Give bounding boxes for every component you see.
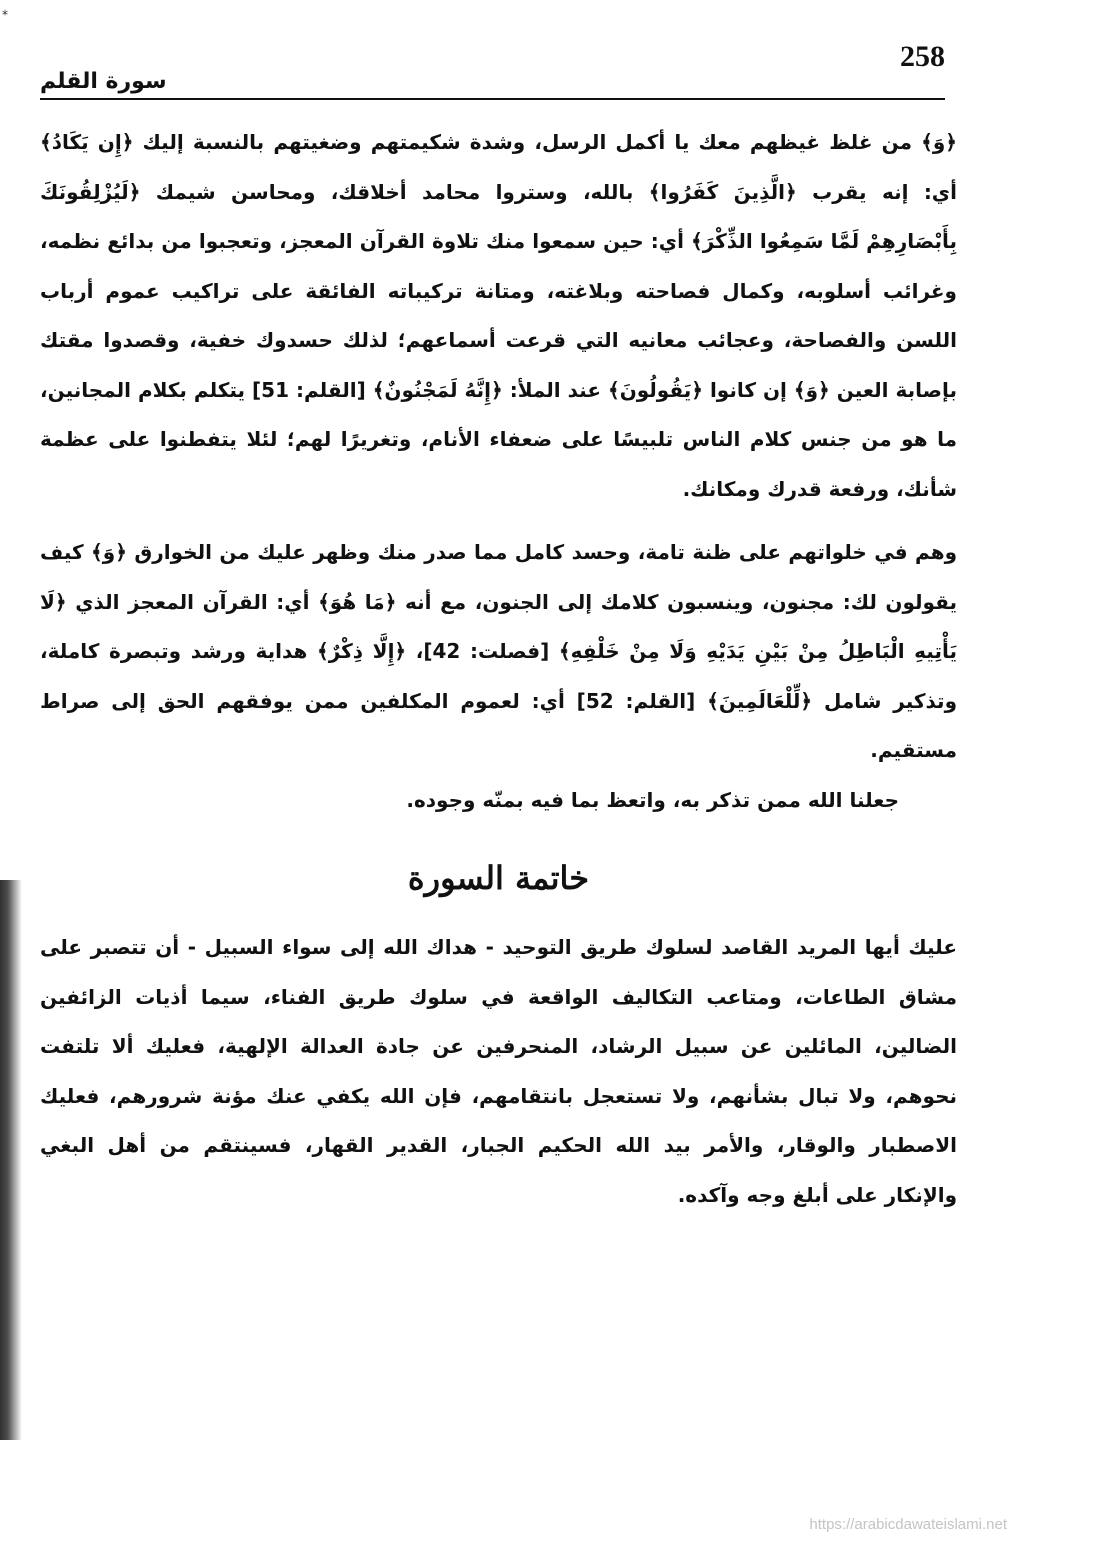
tafsir-paragraph-1: ﴿وَ﴾ من غلظ غيظهم معك يا أكمل الرسل، وشدة شكيمتهم وضغيتهم بالنسبة إليك ﴿إِن يَكَادُ﴾ أي: إنه يقرب ﴿الَّذِينَ كَفَرُوا﴾ بالله، وستروا محامد أخلاقك، ومحاسن شيمك ﴿لَيُزْلِقُونَكَ بِأَبْصَارِهِمْ لَمَّا سَمِعُوا الذِّكْرَ﴾ أي: حين سمعوا منك تلاوة القرآن المعجز، وتعجبوا من بدائع نظمه، وغرائب أسلوبه، وكمال فصاحته وبلاغته، ومتانة تركيباته الفائقة على تراكيب عموم أرباب اللسن والفصاحة، وعجائب معانيه التي قرعت أسماعهم؛ لذلك حسدوك خفية، وقصدوا مقتك بإصابة العين ﴿وَ﴾ إن كانوا ﴿يَقُولُونَ﴾ عند الملأ: ﴿إِنَّهُ لَمَجْنُونٌ﴾ [القلم: 51] يتكلم بكلام المجانين، ما هو من جنس كلام الناس تلبيسًا على ضعفاء الأنام، وتغريرًا لهم؛ لئلا يتفطنوا على عظمة شأنك، ورفعة قدرك ومكانك. bbox=[40, 130, 957, 501]
tafsir-paragraph-2: وهم في خلواتهم على ظنة تامة، وحسد كامل مما صدر منك وظهر عليك من الخوارق ﴿وَ﴾ كيف يقولون لك: مجنون، وينسبون كلامك إلى الجنون، مع أنه ﴿مَا هُوَ﴾ أي: القرآن المعجز الذي ﴿لَا يَأْتِيهِ الْبَاطِلُ مِنْ بَيْنِ يَدَيْهِ وَلَا مِنْ خَلْفِهِ﴾ [فصلت: 42]، ﴿إِلَّا ذِكْرٌ﴾ هداية ورشد وتبصرة كاملة، وتذكير شامل ﴿لِّلْعَالَمِينَ﴾ [القلم: 52] أي: لعموم المكلفين ممن يوفقهم الحق إلى صراط مستقيم. bbox=[40, 540, 958, 762]
corner-scan-mark: ⁎ bbox=[2, 4, 8, 18]
closing-prayer: جعلنا الله ممن تذكر به، واتعظ بما فيه بمنّه وجوده. bbox=[406, 787, 899, 812]
watermark-url: https://arabicdawateislami.net bbox=[809, 1516, 1007, 1533]
page-header bbox=[40, 40, 945, 100]
scan-edge-shadow bbox=[0, 880, 22, 1440]
running-title: سورة القلم bbox=[40, 69, 167, 94]
page-body bbox=[40, 118, 957, 1220]
conclusion-paragraph: عليك أيها المريد القاصد لسلوك طريق التوحيد - هداك الله إلى سواء السبيل - أن تتصبر على مشاق الطاعات، ومتاعب التكاليف الواقعة في سلوك طريق الفناء، سيما أذيات الزائفين الضالين، المائلين عن سبيل الرشاد، المنحرفين عن جادة العدالة الإلهية، فعليك ألا تلتفت نحوهم، ولا تبال بشأنهم، ولا تستعجل بانتقامهم، فإن الله يكفي عنك مؤنة شرورهم، فعليك الاصطبار والوقار، والأمر بيد الله الحكيم الجبار، القدير القهار، فسينتقم من أهل البغي والإنكار على أبلغ وجه وآكده. bbox=[40, 935, 957, 1207]
section-heading: خاتمة السورة bbox=[407, 859, 590, 897]
page-number: 258 bbox=[900, 40, 945, 73]
